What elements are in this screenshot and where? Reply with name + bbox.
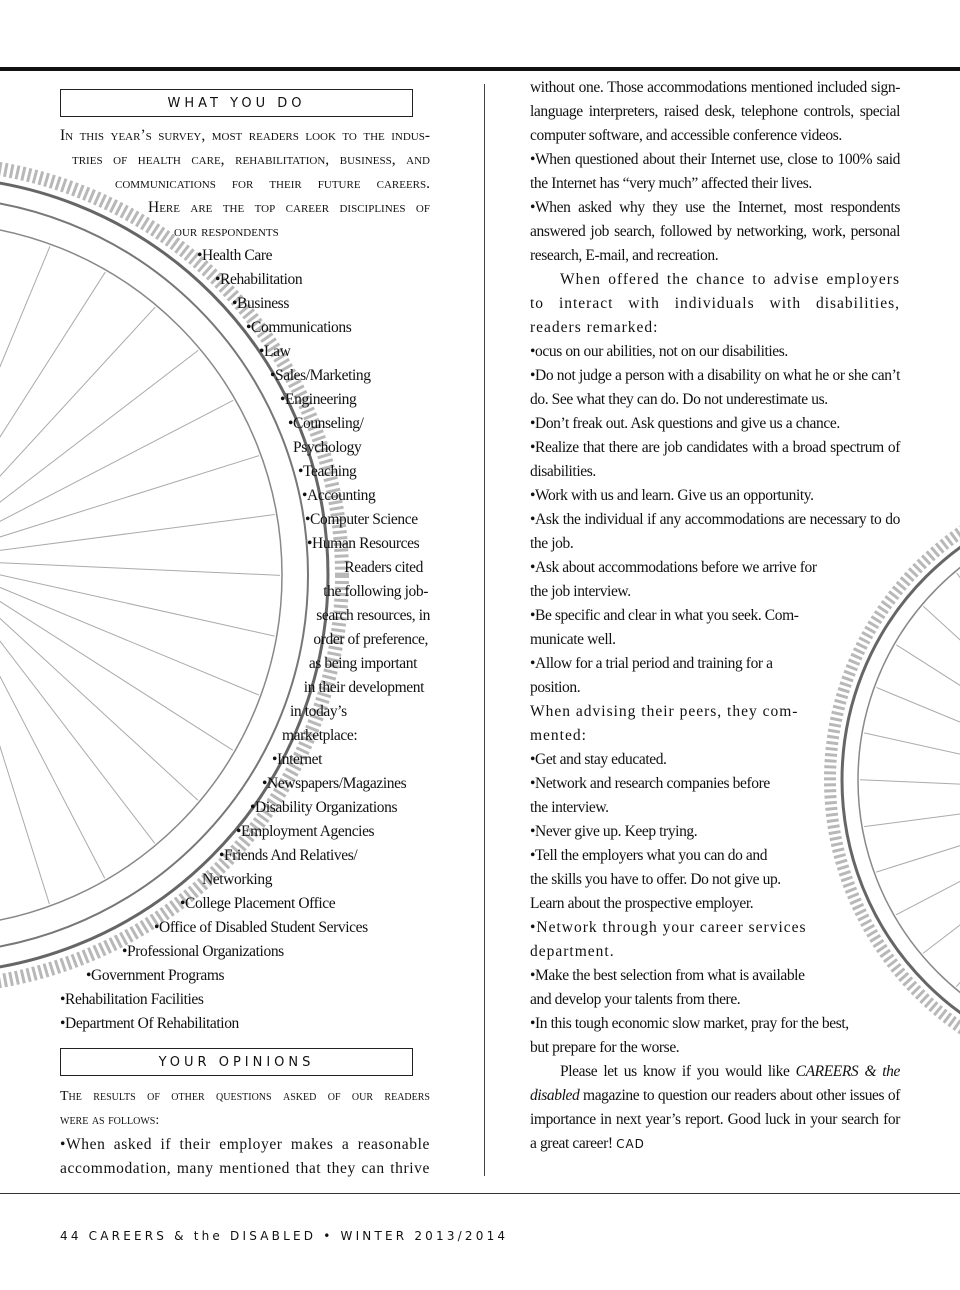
list-item: •Human Resources: [307, 535, 420, 552]
list-item: •Accounting: [302, 487, 376, 504]
text-line: mented:: [530, 727, 587, 744]
list-item: •Professional Organizations: [122, 943, 284, 960]
paragraph: •Work with us and learn. Give us an opportunity.: [530, 487, 814, 504]
text-line: •Network through your career services: [530, 919, 807, 936]
text-line: •Network and research companies before: [530, 775, 770, 792]
list-item: •Employment Agencies: [236, 823, 375, 840]
list-item: •Communications: [246, 319, 352, 336]
list-item: •Disability Organizations: [250, 799, 398, 816]
list-item: •Office of Disabled Student Services: [154, 919, 368, 936]
text-line: •Ask about accommodations before we arrive for: [530, 559, 817, 576]
text-line: •When asked if their employer makes a reasonable: [60, 1136, 430, 1153]
text-line: the following job-: [323, 583, 428, 600]
closing-paragraph: [530, 1060, 900, 1156]
top-rule: [0, 67, 960, 71]
text-line: •Be specific and clear in what you seek. Com-: [530, 607, 799, 624]
paragraph: •Ask the individual if any accommodations are necessary to do the job.: [530, 511, 900, 552]
paragraph: [530, 844, 900, 916]
text-line: as being important: [308, 655, 417, 672]
paragraph: •Don’t freak out. Ask questions and give us a chance.: [530, 415, 840, 432]
paragraph: •Never give up. Keep trying.: [530, 823, 698, 840]
list-item: •Newspapers/Magazines: [262, 775, 407, 792]
text-line: marketplace:: [282, 727, 358, 744]
text-line: department.: [530, 943, 615, 960]
list-item: •Counseling/: [288, 415, 364, 432]
list-item: •Sales/Marketing: [270, 367, 371, 384]
list-item: •Government Programs: [86, 967, 225, 984]
text-line: the job interview.: [530, 583, 631, 600]
text-line: •Make the best selection from what is available: [530, 967, 805, 984]
paragraph: [530, 604, 900, 652]
intro-line: communications for their future careers.: [115, 175, 430, 192]
text-line: but prepare for the worse.: [530, 1039, 680, 1056]
paragraph: •When questioned about their Internet use, close to 100% said the Internet has “very much” affected their lives.: [530, 151, 900, 192]
intro-line: tries of health care, rehabilitation, business, and: [72, 151, 430, 168]
right-column-text: [530, 76, 900, 1156]
text-run: magazine to question our readers about other issues of importance in next year’s report. Good luck in your search for a great career!: [530, 1087, 900, 1152]
magazine-name: CAREERS & the disabled: [530, 1063, 900, 1104]
text-line: position.: [530, 679, 581, 696]
paragraph: •Realize that there are job candidates with a broad spectrum of disabilities.: [530, 439, 900, 480]
column-divider: [484, 84, 485, 1176]
list-item: •Department Of Rehabilitation: [60, 1015, 239, 1032]
text-line: Learn about the prospective employer.: [530, 895, 754, 912]
list-item: •Engineering: [280, 391, 357, 408]
text-line: and develop your talents from there.: [530, 991, 741, 1008]
text-line: the interview.: [530, 799, 609, 816]
paragraph: •ocus on our abilities, not on our disabilities.: [530, 343, 788, 360]
list-item: •College Placement Office: [180, 895, 336, 912]
paragraph: •Get and stay educated.: [530, 751, 667, 768]
paragraph: •When asked why they use the Internet, most respondents answered job search, followed by networking, work, personal research, E-mail, and recreation.: [530, 199, 900, 264]
text-line: the skills you have to offer. Do not give up.: [530, 871, 781, 888]
bottom-rule: [0, 1193, 960, 1194]
results-intro-line: were as follows:: [60, 1113, 160, 1128]
text-line: •Allow for a trial period and training for a: [530, 655, 773, 672]
list-item: •Internet: [272, 751, 323, 768]
list-item: •Health Care: [197, 247, 273, 264]
list-item: •Friends And Relatives/: [219, 847, 358, 864]
paragraph: [530, 916, 900, 964]
text-line: order of preference,: [313, 631, 428, 648]
paragraph: [530, 556, 900, 604]
results-intro-line: The results of other questions asked of our readers: [60, 1089, 430, 1104]
section-title-your-opinions: YOUR OPINIONS: [60, 1048, 413, 1076]
section-title-what-you-do: WHAT YOU DO: [60, 89, 413, 117]
list-item: •Rehabilitation Facilities: [60, 991, 204, 1008]
text-line: When advising their peers, they com-: [530, 703, 799, 720]
text-line: Readers cited: [344, 559, 423, 576]
paragraph: When offered the chance to advise employers to interact with individuals with disabilities, readers remarked:: [530, 271, 900, 336]
list-item: •Law: [259, 343, 291, 360]
list-item: •Rehabilitation: [215, 271, 303, 288]
text-line: accommodation, many mentioned that they can thrive: [60, 1160, 430, 1177]
text-line: search resources, in: [316, 607, 430, 624]
list-item: Networking: [202, 871, 273, 888]
paragraph: [530, 700, 900, 748]
list-item: •Computer Science: [305, 511, 418, 528]
paragraph: [530, 964, 900, 1012]
text-line: municate well.: [530, 631, 616, 648]
text-line: •In this tough economic slow market, pray for the best,: [530, 1015, 849, 1032]
text-line: in their development: [303, 679, 424, 696]
paragraph: [530, 1012, 900, 1060]
paragraph: without one. Those accommodations mentioned included sign-language interpreters, raised desk, telephone controls, special computer software, and accessible conference videos.: [530, 79, 900, 144]
paragraph: •Do not judge a person with a disability on what he or she can’t do. See what they can do. Do not underestimate us.: [530, 367, 900, 408]
text-line: •Tell the employers what you can do and: [530, 847, 768, 864]
list-item: •Teaching: [298, 463, 357, 480]
paragraph: [530, 772, 900, 820]
text-run: Please let us know if you would like: [560, 1063, 796, 1080]
intro-line: Here are the top career disciplines of: [148, 199, 430, 216]
paragraph: [530, 652, 900, 700]
intro-line: our respondents: [174, 223, 279, 240]
text-line: in today’s: [290, 703, 347, 720]
list-item: Psychology: [293, 439, 362, 456]
intro-line: In this year’s survey, most readers look to the indus-: [60, 127, 430, 144]
cad-end-mark: CAD: [616, 1137, 645, 1151]
list-item: •Business: [232, 295, 289, 312]
page-footer: 44 CAREERS & the DISABLED • WINTER 2013/2014: [60, 1229, 509, 1243]
